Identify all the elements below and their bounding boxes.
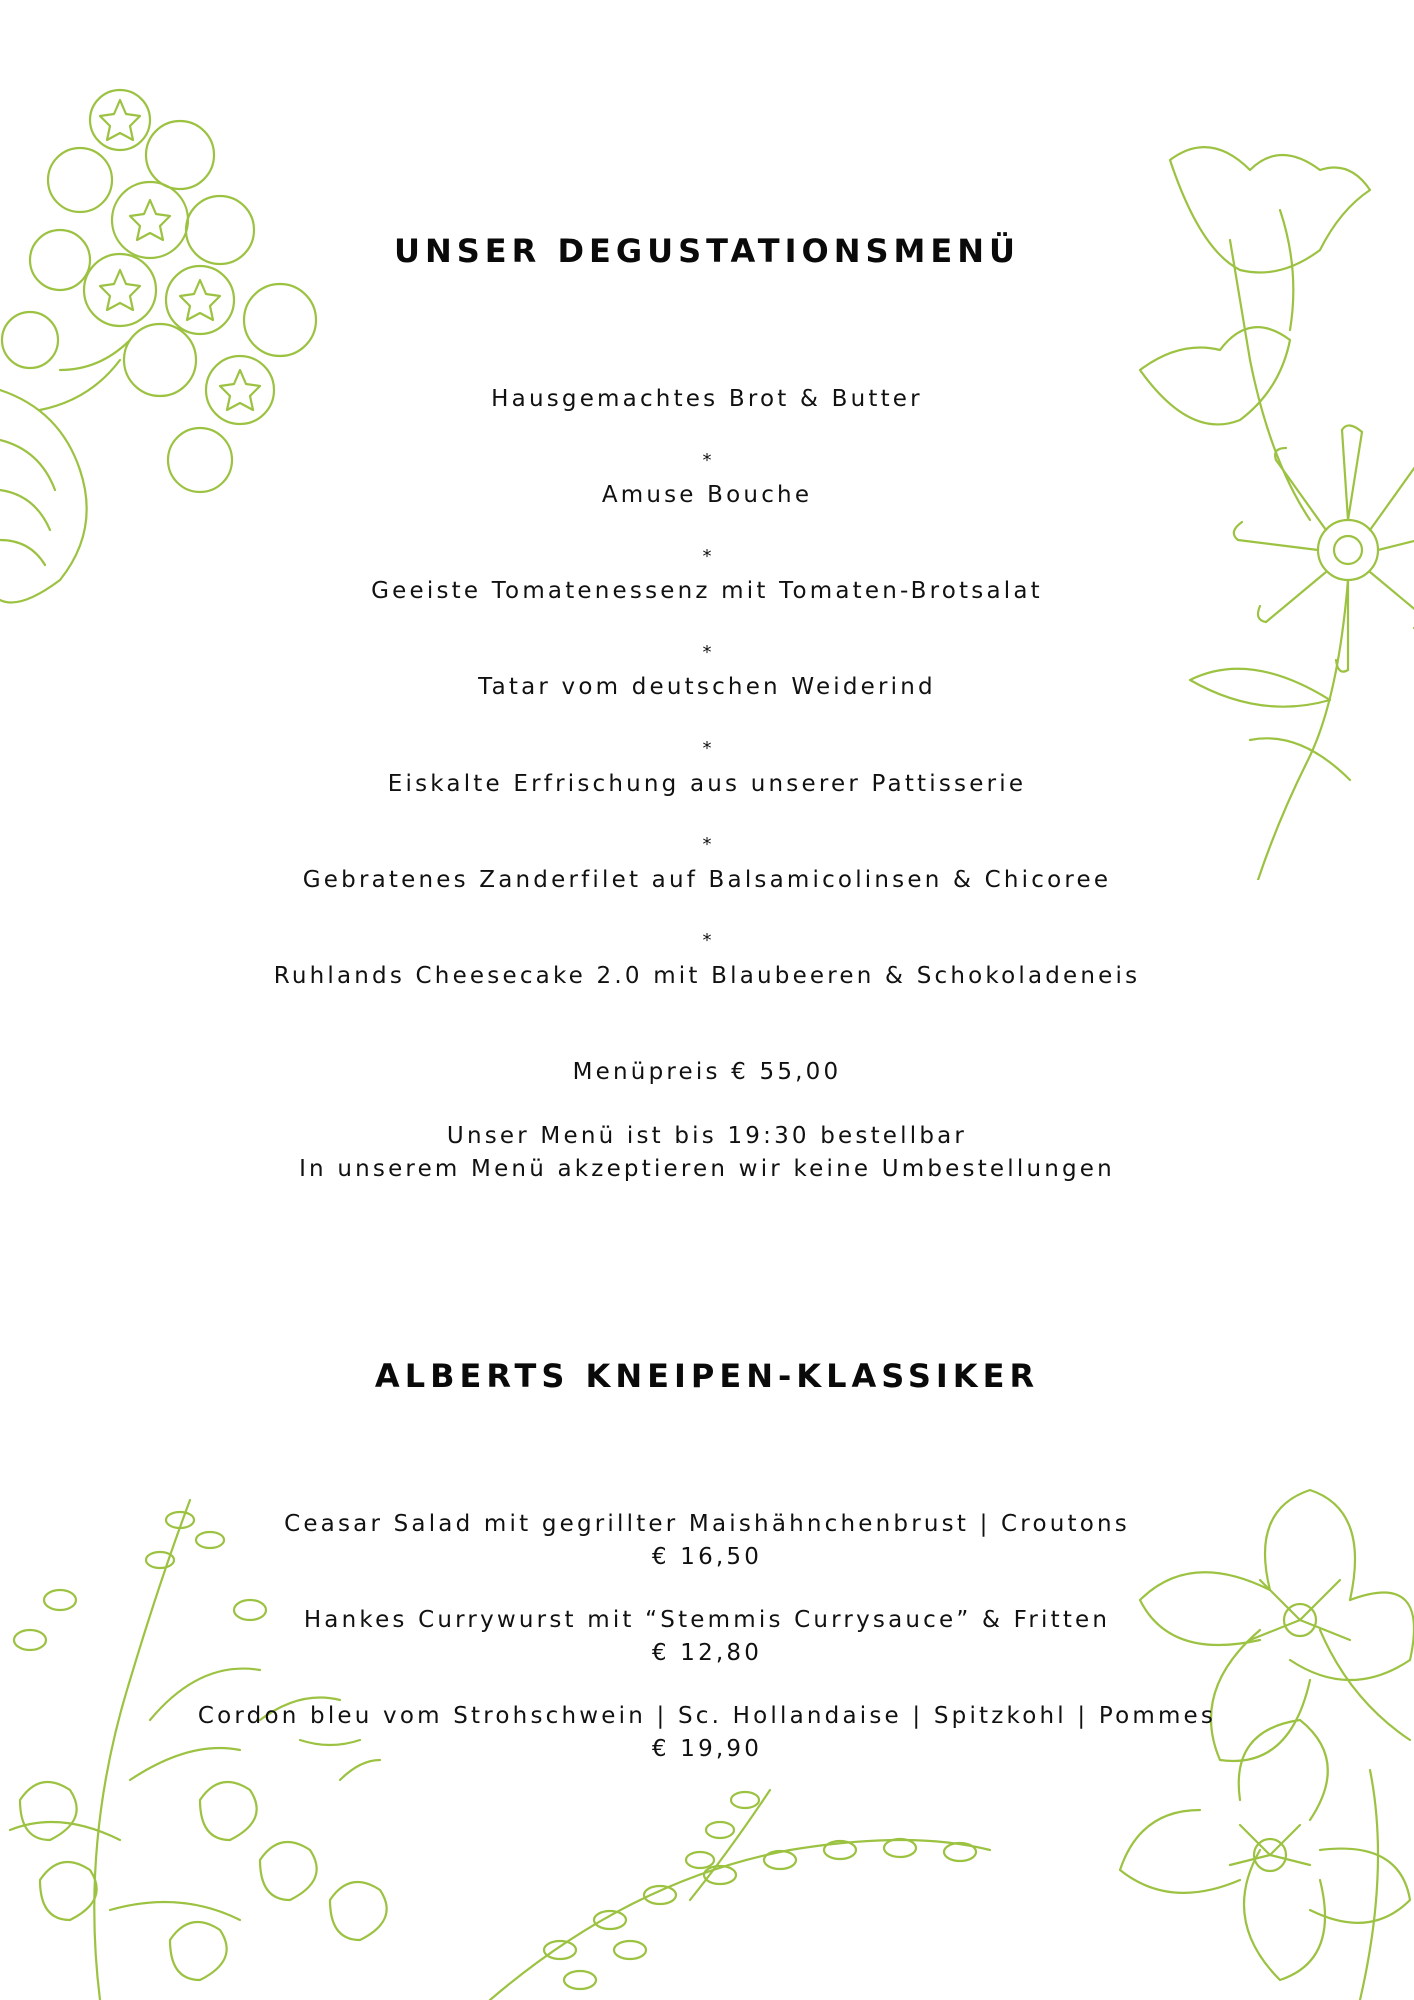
- course-separator: *: [702, 642, 712, 663]
- course-separator: *: [702, 546, 712, 567]
- course-item: Eiskalte Erfrischung aus unserer Pattisserie: [387, 771, 1027, 797]
- course-separator: *: [702, 450, 712, 471]
- dish-price: € 12,80: [651, 1640, 763, 1666]
- course-item: Amuse Bouche: [601, 482, 813, 508]
- dish-price: € 16,50: [651, 1544, 763, 1570]
- dish-name: Hankes Currywurst mit “Stemmis Currysauce” & Fritten: [303, 1607, 1111, 1633]
- course-item: Gebratenes Zanderfilet auf Balsamicolinsen & Chicoree: [302, 867, 1112, 893]
- course-item: Hausgemachtes Brot & Butter: [491, 386, 923, 412]
- course-item: Tatar vom deutschen Weiderind: [478, 674, 936, 700]
- course-separator: *: [702, 834, 712, 855]
- menu-note-no-changes: In unserem Menü akzeptieren wir keine Umbestellungen: [299, 1156, 1115, 1182]
- menu-price: Menüpreis € 55,00: [572, 1059, 842, 1085]
- course-item: Geeiste Tomatenessenz mit Tomaten-Brotsalat: [371, 578, 1043, 604]
- degustation-title: UNSER DEGUSTATIONSMENÜ: [393, 232, 1021, 270]
- classics-title: ALBERTS KNEIPEN-KLASSIKER: [374, 1357, 1040, 1395]
- dish-name: Ceasar Salad mit gegrillter Maishähnchenbrust | Croutons: [284, 1511, 1130, 1537]
- course-item: Ruhlands Cheesecake 2.0 mit Blaubeeren & Schokoladeneis: [273, 963, 1141, 989]
- dish-name: Cordon bleu vom Strohschwein | Sc. Hollandaise | Spitzkohl | Pommes: [197, 1703, 1217, 1729]
- menu-note-order-time: Unser Menü ist bis 19:30 bestellbar: [446, 1123, 968, 1149]
- course-separator: *: [702, 930, 712, 951]
- dish-price: € 19,90: [651, 1736, 763, 1762]
- course-separator: *: [702, 738, 712, 759]
